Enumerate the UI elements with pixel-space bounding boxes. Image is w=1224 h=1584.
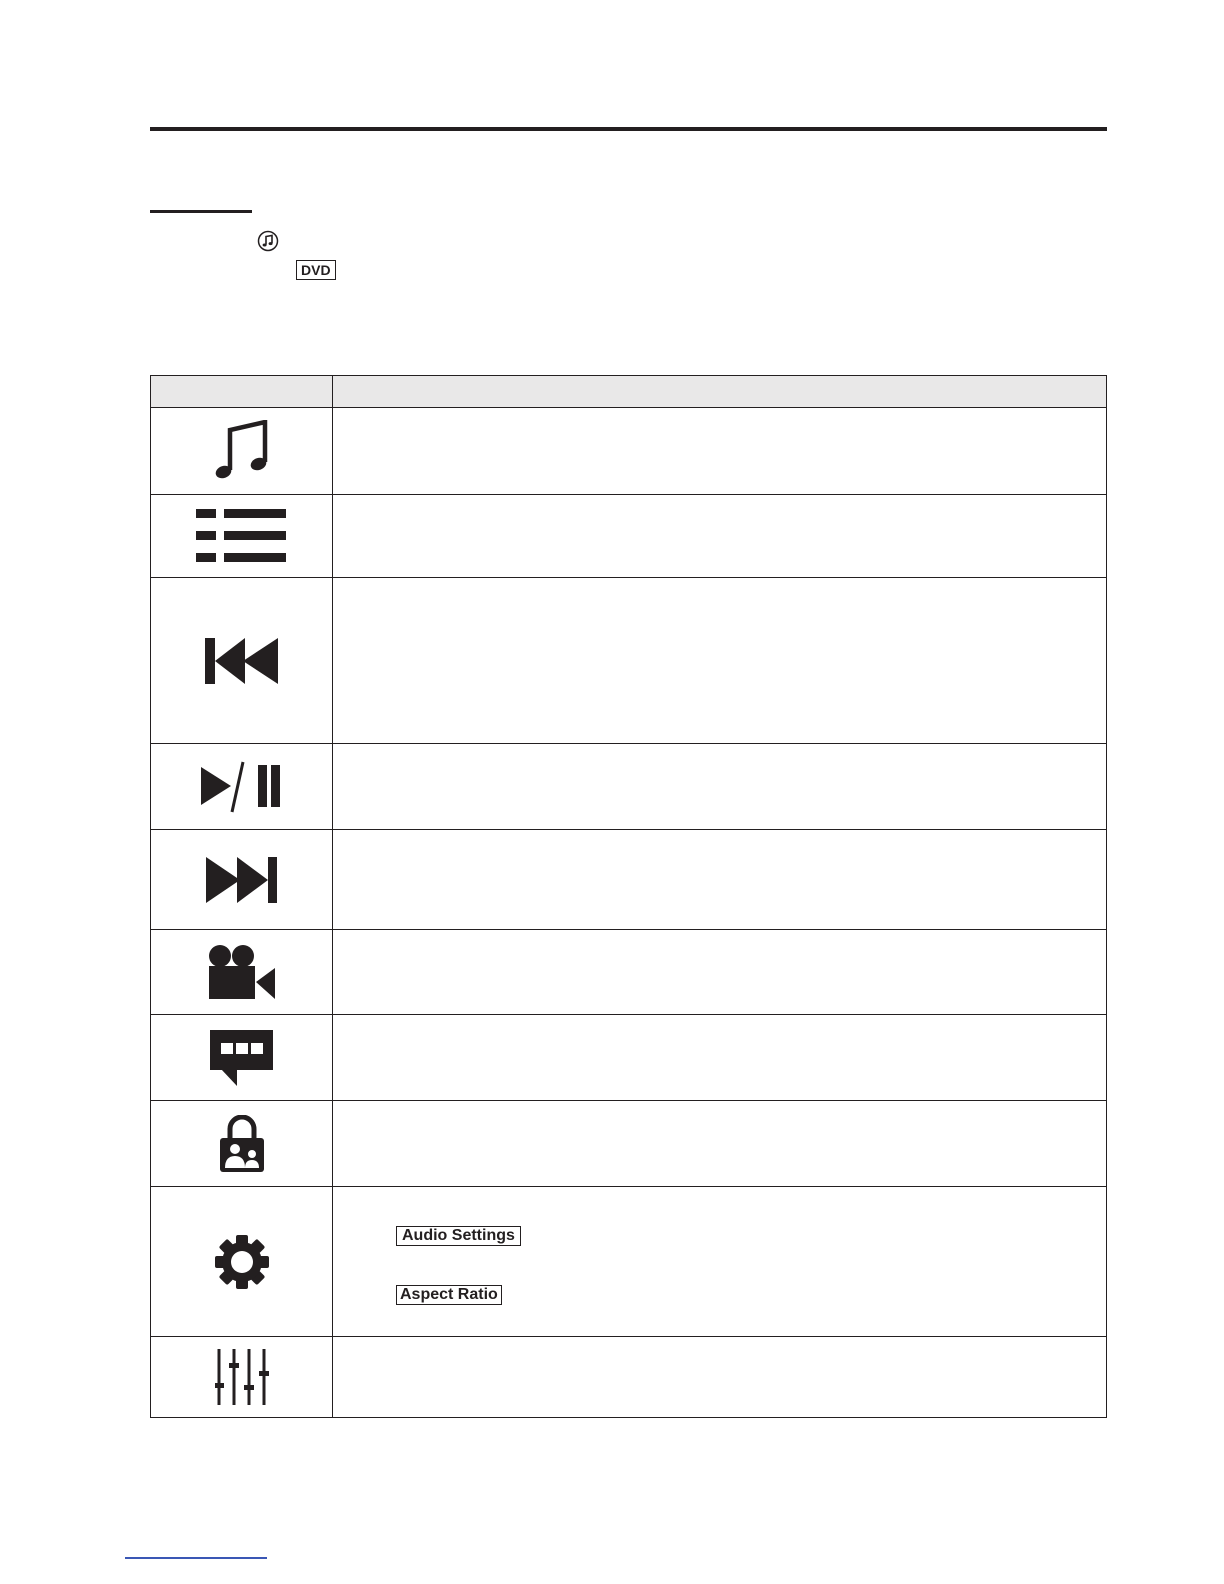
row-description [333, 1337, 1107, 1418]
settings-gear-icon[interactable] [215, 1235, 269, 1289]
subtitles-speech-bubble-icon[interactable] [209, 1029, 275, 1087]
table-row [151, 1187, 1107, 1337]
list-icon[interactable] [196, 509, 288, 563]
row-description [333, 1101, 1107, 1187]
skip-next-icon[interactable] [206, 857, 278, 903]
row-description [333, 578, 1107, 744]
table-row [151, 1101, 1107, 1187]
music-note-icon[interactable] [214, 420, 270, 482]
section-heading-underline [150, 210, 252, 213]
column-header-icon [151, 376, 333, 408]
controls-table [150, 375, 1107, 1418]
table-row [151, 744, 1107, 830]
table-row [151, 930, 1107, 1015]
equalizer-sliders-icon[interactable] [215, 1349, 269, 1405]
parental-lock-icon[interactable] [218, 1115, 266, 1173]
table-row [151, 830, 1107, 930]
row-description [333, 930, 1107, 1015]
row-description [333, 495, 1107, 578]
row-description [333, 1187, 1107, 1337]
table-row [151, 495, 1107, 578]
row-description [333, 408, 1107, 495]
table-header-row [151, 376, 1107, 408]
skip-previous-icon[interactable] [205, 638, 279, 684]
aspect-ratio-label: Aspect Ratio [396, 1285, 502, 1305]
music-note-circle-icon [257, 230, 279, 252]
table-row [151, 578, 1107, 744]
top-rule [150, 127, 1107, 131]
table-row [151, 408, 1107, 495]
table-row [151, 1337, 1107, 1418]
column-header-description [333, 376, 1107, 408]
table-row [151, 1015, 1107, 1101]
row-description [333, 744, 1107, 830]
video-camera-icon[interactable] [208, 944, 276, 1000]
footer-link-rule [125, 1557, 267, 1559]
play-pause-icon[interactable] [201, 761, 283, 813]
dvd-label: DVD [296, 260, 336, 280]
row-description [333, 830, 1107, 930]
audio-settings-label: Audio Settings [396, 1226, 521, 1246]
row-description [333, 1015, 1107, 1101]
